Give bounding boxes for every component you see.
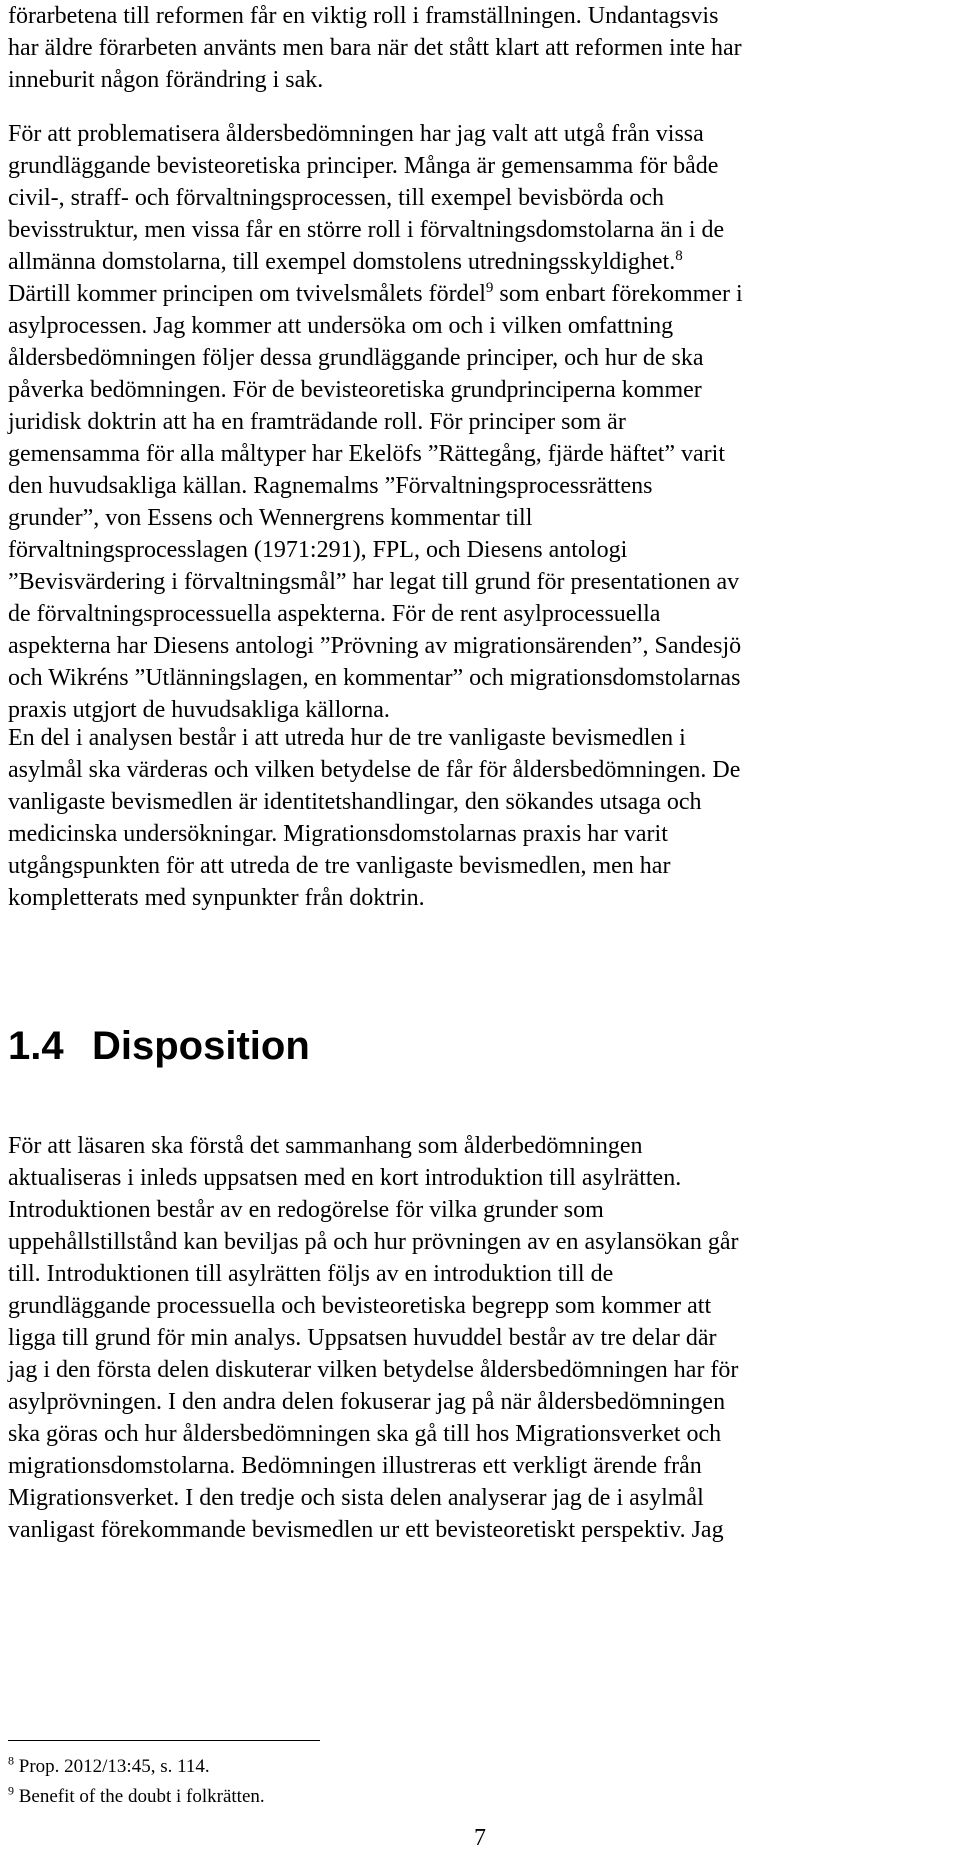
paragraph-1 <box>8 0 952 96</box>
text-line: förvaltningsprocesslagen (1971:291), FPL, och Diesens antologi <box>8 537 628 563</box>
text-line: asylmål ska värderas och vilken betydelse de får för åldersbedömningen. De <box>8 757 741 783</box>
text-line: ska göras och hur åldersbedömningen ska gå till hos Migrationsverket och <box>8 1421 722 1447</box>
section-heading <box>8 1022 310 1070</box>
footnote-ref-9: 9 <box>485 280 494 296</box>
text-line: För att problematisera åldersbedömningen har jag valt att utgå från vissa <box>8 121 704 147</box>
text-line-with-footnote <box>8 278 952 310</box>
text-fragment: som enbart förekommer i <box>493 281 743 307</box>
footnote-9 <box>8 1782 952 1812</box>
paragraph-4 <box>8 1130 952 1546</box>
footnote-8 <box>8 1752 952 1782</box>
text-line: har äldre förarbeten använts men bara när det stått klart att reformen inte har <box>8 35 742 61</box>
text-line: aktualiseras i inleds uppsatsen med en kort introduktion till asylrätten. <box>8 1165 682 1191</box>
text-line: uppehållstillstånd kan beviljas på och hur prövningen av en asylansökan går <box>8 1229 739 1255</box>
text-line: grunder”, von Essens och Wennergrens kommentar till <box>8 505 533 531</box>
text-line: vanligast förekommande bevismedlen ur ett bevisteoretiskt perspektiv. Jag <box>8 1517 724 1543</box>
text-line: asylprövningen. I den andra delen fokuserar jag på när åldersbedömningen <box>8 1389 726 1415</box>
text-line: juridisk doktrin att ha en framträdande roll. För principer som är <box>8 409 626 435</box>
text-line: aspekterna har Diesens antologi ”Prövning av migrationsärenden”, Sandesjö <box>8 633 742 659</box>
text-line: till. Introduktionen till asylrätten följs av en introduktion till de <box>8 1261 614 1287</box>
text-line: bevisstruktur, men vissa får en större roll i förvaltningsdomstolarna än i de <box>8 217 725 243</box>
text-line: asylprocessen. Jag kommer att undersöka om och i vilken omfattning <box>8 313 674 339</box>
text-line: För att läsaren ska förstå det sammanhang som ålderbedömningen <box>8 1133 643 1159</box>
text-line: kompletterats med synpunkter från doktrin. <box>8 885 425 911</box>
footnote-text: Benefit of the doubt i folkrätten. <box>14 1786 265 1807</box>
text-line: den huvudsakliga källan. Ragnemalms ”Förvaltningsprocessrättens <box>8 473 653 499</box>
text-line: de förvaltningsprocessuella aspekterna. För de rent asylprocessuella <box>8 601 661 627</box>
text-line: jag i den första delen diskuterar vilken betydelse åldersbedömningen har för <box>8 1357 739 1383</box>
text-line-with-footnote <box>8 246 952 278</box>
text-line: gemensamma för alla måltyper har Ekelöfs ”Rättegång, fjärde häftet” varit <box>8 441 726 467</box>
page-number: 7 <box>474 1825 486 1851</box>
footnotes <box>8 1752 952 1812</box>
footnote-number: 9 <box>8 1783 14 1798</box>
document-page <box>8 0 952 1860</box>
paragraph-3 <box>8 722 952 914</box>
text-line: vanligaste bevismedlen är identitetshandlingar, den sökandes utsaga och <box>8 789 702 815</box>
text-line: ”Bevisvärdering i förvaltningsmål” har legat till grund för presentationen av <box>8 569 740 595</box>
text-line: praxis utgjort de huvudsakliga källorna. <box>8 697 390 723</box>
section-title: Disposition <box>92 1024 310 1068</box>
text-line: grundläggande processuella och bevisteoretiska begrepp som kommer att <box>8 1293 712 1319</box>
text-line: påverka bedömningen. För de bevisteoretiska grundprinciperna kommer <box>8 377 702 403</box>
text-line: En del i analysen består i att utreda hur de tre vanligaste bevismedlen i <box>8 725 686 751</box>
paragraph-2 <box>8 118 952 726</box>
footnote-text: Prop. 2012/13:45, s. 114. <box>14 1756 210 1777</box>
text-line: migrationsdomstolarna. Bedömningen illustreras ett verkligt ärende från <box>8 1453 702 1479</box>
text-line: inneburit någon förändring i sak. <box>8 67 324 93</box>
text-line: civil-, straff- och förvaltningsprocessen, till exempel bevisbörda och <box>8 185 665 211</box>
text-line: förarbetena till reformen får en viktig roll i framställningen. Undantagsvis <box>8 3 719 29</box>
text-line: Migrationsverket. I den tredje och sista delen analyserar jag de i asylmål <box>8 1485 704 1511</box>
footnote-number: 8 <box>8 1753 14 1768</box>
footnote-separator <box>8 1740 320 1741</box>
text-fragment: Därtill kommer principen om tvivelsmålets fördel <box>8 281 486 307</box>
text-line: och Wikréns ”Utlänningslagen, en kommentar” och migrationsdomstolarnas <box>8 665 741 691</box>
text-fragment: allmänna domstolarna, till exempel domstolens utredningsskyldighet. <box>8 249 676 275</box>
text-line: ligga till grund för min analys. Uppsatsen huvuddel består av tre delar där <box>8 1325 717 1351</box>
text-line: grundläggande bevisteoretiska principer. Många är gemensamma för både <box>8 153 719 179</box>
text-line: åldersbedömningen följer dessa grundläggande principer, och hur de ska <box>8 345 704 371</box>
text-line: Introduktionen består av en redogörelse för vilka grunder som <box>8 1197 604 1223</box>
section-number: 1.4 <box>8 1024 64 1068</box>
text-line: utgångspunkten för att utreda de tre vanligaste bevismedlen, men har <box>8 853 671 879</box>
footnote-ref-8: 8 <box>675 248 683 264</box>
text-line: medicinska undersökningar. Migrationsdomstolarnas praxis har varit <box>8 821 668 847</box>
